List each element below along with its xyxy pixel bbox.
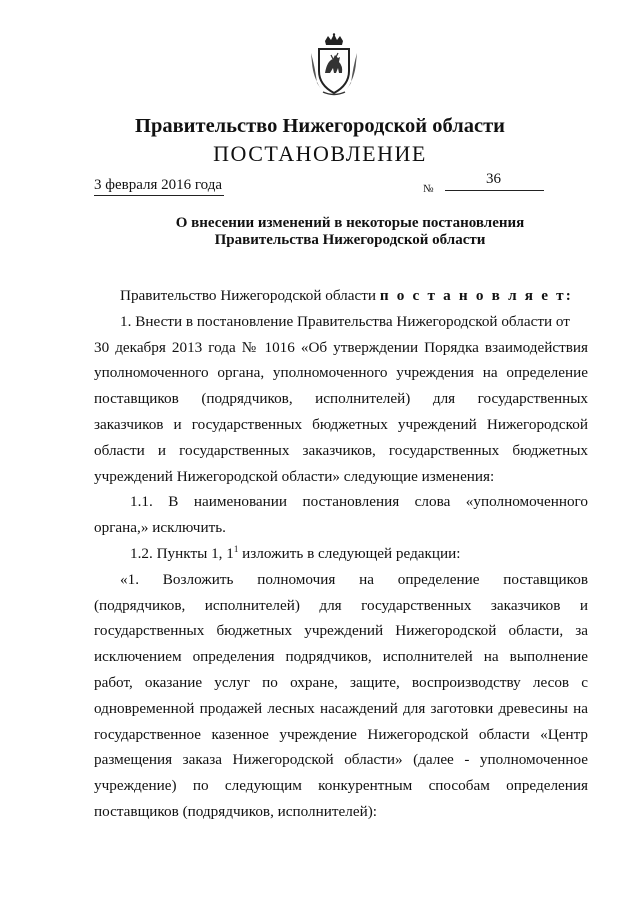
- clause-text: 1.2. Пункты 1, 1: [130, 544, 234, 562]
- paragraph-line: 1.1. В наименовании постановления слова «уполномоченного: [130, 493, 588, 511]
- document-date: 3 февраля 2016 года: [94, 177, 224, 196]
- document-type: ПОСТАНОВЛЕНИЕ: [213, 141, 427, 166]
- clause-superscript: 1: [233, 543, 239, 554]
- paragraph-line: исключением определения подрядчиков, исполнителей на выполнение: [94, 648, 588, 666]
- decree-word: п о с т а н о в л я е т:: [379, 287, 574, 304]
- paragraph-line: (подрядчиков, исполнителей) для государственных заказчиков и: [94, 596, 588, 614]
- preamble-text: Правительство Нижегородской области: [120, 287, 377, 304]
- paragraph-line: поставщиков (подрядчиков, исполнителей):: [94, 802, 377, 820]
- document-body: [94, 283, 588, 825]
- paragraph-line: [94, 541, 588, 567]
- clause-text: изложить в следующей редакции:: [238, 544, 461, 562]
- paragraph-line: уполномоченного органа, уполномоченного учреждения на определение: [94, 364, 588, 382]
- heading-line: Правительства Нижегородской области: [214, 232, 486, 248]
- paragraph-line: государственное казенное учреждение Нижегородской области «Центр: [94, 725, 588, 743]
- preamble: [94, 283, 588, 309]
- document-heading: [0, 215, 640, 249]
- paragraph-line: одновременной продажей лесных насаждений для заготовки древесины на: [94, 699, 588, 717]
- paragraph-line: области и государственных заказчиков, государственных бюджетных: [94, 441, 588, 459]
- paragraph-line: заказчиков и государственных бюджетных учреждений Нижегородской: [94, 415, 588, 433]
- paragraph-line: «1. Возложить полномочия на определение поставщиков: [120, 570, 588, 588]
- paragraph-line: 30 декабря 2013 года № 1016 «Об утверждении Порядка взаимодействия: [94, 338, 588, 356]
- paragraph-line: поставщиков (подрядчиков, исполнителей) для государственных: [94, 390, 588, 408]
- paragraph-line: работ, оказание услуг по охране, защите, воспроизводству лесов с: [94, 673, 588, 691]
- number-sign: №: [423, 183, 434, 195]
- paragraph-line: учреждение) по следующим конкурентным способам определения: [94, 777, 588, 795]
- number-underline: [445, 190, 544, 191]
- paragraph-line: 1. Внести в постановление Правительства Нижегородской области от: [120, 312, 570, 330]
- document-number: 36: [486, 171, 501, 187]
- coat-of-arms-icon: [309, 33, 359, 97]
- government-title: Правительство Нижегородской области: [135, 115, 505, 137]
- paragraph-line: государственных бюджетных учреждений Нижегородской области, за: [94, 622, 588, 640]
- paragraph-line: учреждений Нижегородской области» следующие изменения:: [94, 467, 495, 485]
- paragraph-line: размещения заказа Нижегородской области» (далее - уполномоченное: [94, 751, 588, 769]
- paragraph-line: органа,» исключить.: [94, 519, 226, 537]
- heading-line: О внесении изменений в некоторые постановления: [175, 215, 525, 231]
